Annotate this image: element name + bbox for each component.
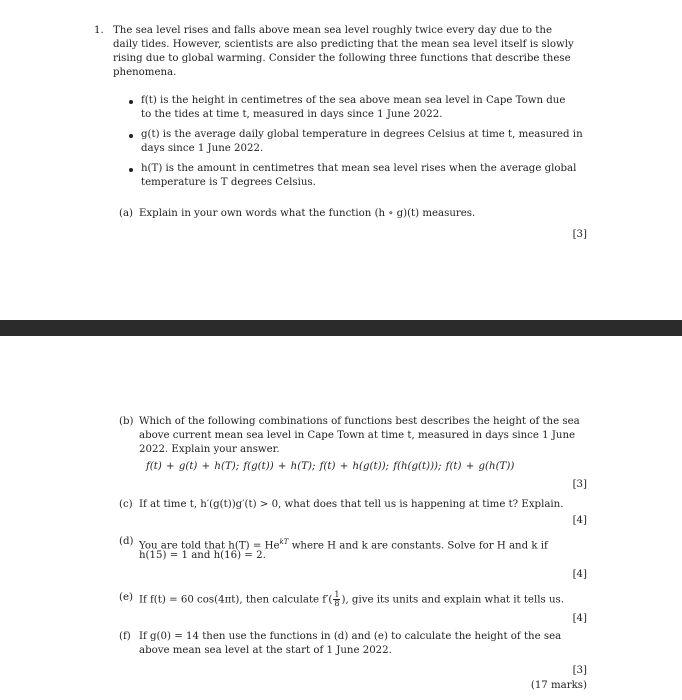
part-b-label: (b): [119, 416, 134, 427]
part-e-fraction: [333, 591, 340, 608]
part-e-frac-den: 8: [334, 599, 340, 608]
part-e-frac-num: 1: [334, 590, 340, 599]
total-marks: (17 marks): [530, 680, 587, 691]
part-f-marks: [3]: [572, 665, 587, 676]
part-b-line-1: Which of the following combinations of functions best describes the height of the sea: [139, 416, 580, 427]
bullet-f-line-2: to the tides at time t, measured in days since 1 June 2022.: [141, 109, 443, 120]
intro-line-3: rising due to global warming. Consider the following three functions that describe these: [113, 53, 571, 64]
intro-line-2: daily tides. However, scientists are also predicting that the mean sea level itself is slowly: [113, 39, 574, 50]
part-d-label: (d): [119, 536, 134, 547]
part-d-line-1-pre: You are told that h(T) = He: [139, 540, 280, 552]
bullet-g-line-1: g(t) is the average daily global temperature in degrees Celsius at time t, measured in: [141, 129, 583, 140]
bullet-dot: [129, 100, 133, 104]
part-e-text: [139, 591, 564, 608]
part-e-marks: [4]: [572, 613, 587, 624]
part-d-line-1-post: where H and k are constants. Solve for H and k if: [288, 540, 548, 552]
part-b-marks: [3]: [572, 479, 587, 490]
intro-line-1: The sea level rises and falls above mean sea level roughly twice every day due to the: [113, 25, 552, 36]
part-e-label: (e): [119, 592, 133, 603]
bullet-g-line-2: days since 1 June 2022.: [141, 143, 264, 154]
bullet-h-line-1: h(T) is the amount in centimetres that mean sea level rises when the average global: [141, 163, 577, 174]
part-c-label: (c): [119, 499, 133, 510]
question-page-top: [0, 0, 682, 320]
part-a-label: (a): [119, 208, 134, 219]
bullet-h-line-2: temperature is T degrees Celsius.: [141, 177, 316, 188]
bullet-dot: [129, 168, 133, 172]
part-d-marks: [4]: [572, 569, 587, 580]
part-f-label: (f): [119, 631, 131, 642]
part-c-marks: [4]: [572, 515, 587, 526]
bullet-f-line-1: f(t) is the height in centimetres of the sea above mean sea level in Cape Town due: [141, 95, 566, 106]
bullet-dot: [129, 134, 133, 138]
part-b-line-2: above current mean sea level in Cape Town at time t, measured in days since 1 June: [139, 430, 576, 441]
intro-line-4: phenomena.: [113, 67, 177, 78]
question-number: 1.: [94, 25, 104, 36]
part-b-options: f(t) + g(t) + h(T); f(g(t)) + h(T); f(t) + h(g(t)); f(h(g(t))); f(t) + g(h(T)): [146, 461, 515, 472]
part-a-text: Explain in your own words what the function (h ∘ g)(t) measures.: [139, 208, 476, 219]
part-b-line-3: 2022. Explain your answer.: [139, 444, 280, 455]
part-c-text: If at time t, h′(g(t))g′(t) > 0, what does that tell us is happening at time t? Explain.: [139, 499, 564, 510]
part-d-line-2: h(15) = 1 and h(16) = 2.: [139, 550, 266, 561]
part-e-pre: If f(t) = 60 cos(4πt), then calculate f′(: [139, 594, 333, 606]
part-e-post: ), give its units and explain what it tells us.: [341, 594, 564, 606]
question-page-bottom: [0, 336, 682, 700]
part-a-marks: [3]: [572, 229, 587, 240]
part-f-line-2: above mean sea level at the start of 1 June 2022.: [139, 645, 392, 656]
part-f-line-1: If g(0) = 14 then use the functions in (d) and (e) to calculate the height of the sea: [139, 631, 562, 642]
part-d-exponent: kT: [279, 538, 289, 546]
